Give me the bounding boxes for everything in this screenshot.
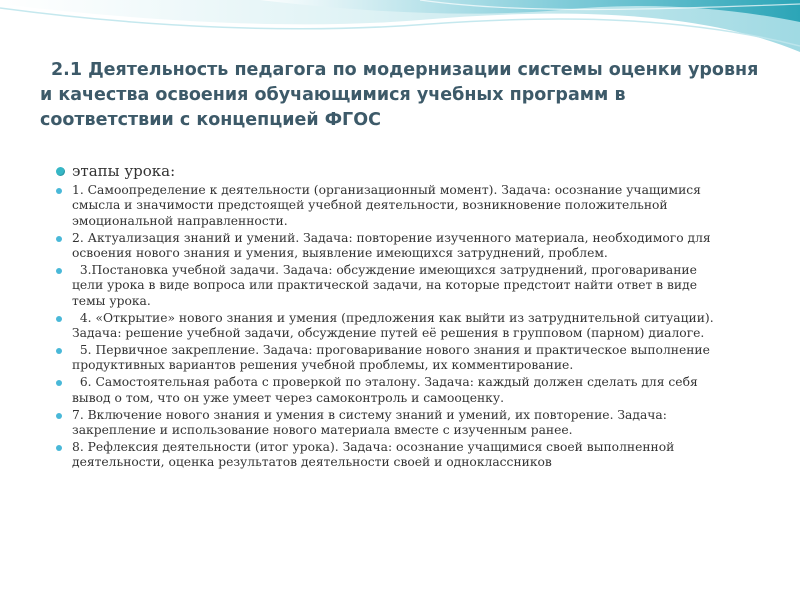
list-item-text: 4. «Открытие» нового знания и умения (предложения как выйти из затруднительной ситуации). Задача: решение учебной задачи, обсуждение путей её решения в групповом (парном) диалоге.	[72, 310, 718, 341]
list-item-text: 3.Постановка учебной задачи. Задача: обсуждение имеющихся затруднений, проговаривание цели урока в виде вопроса или практической задачи, на которые предстоит найти ответ в виде темы урока.	[72, 263, 701, 308]
list-item	[56, 183, 716, 229]
list-item	[56, 311, 716, 342]
list-item	[56, 343, 716, 374]
list-item	[56, 440, 716, 471]
list-item	[56, 375, 716, 406]
bullet-list	[56, 162, 716, 472]
list-item-text: 5. Первичное закрепление. Задача: проговаривание нового знания и практическое выполнение продуктивных вариантов решения учебной проблемы, их комментирование.	[72, 343, 714, 373]
bullet-icon	[56, 316, 62, 322]
bullet-icon	[56, 380, 62, 386]
bullet-icon	[56, 188, 62, 194]
list-item	[56, 231, 716, 262]
bullet-icon	[56, 348, 62, 354]
slide-title: 2.1 Деятельность педагога по модернизации системы оценки уровня и качества освоения обучающимися учебных программ в соответствии с концепцией ФГОС	[40, 60, 759, 130]
list-item-text: 1. Самоопределение к деятельности (организационный момент). Задача: осознание учащимися смысла и значимости предстоящей учебной деятельности, возникновение положительной эмоциональной направленности.	[72, 183, 705, 228]
bullet-icon	[56, 236, 62, 242]
list-item	[56, 263, 716, 309]
bullet-icon	[56, 445, 62, 451]
list-item	[56, 408, 716, 439]
list-heading	[56, 162, 716, 181]
bullet-icon	[56, 167, 65, 176]
list-item-text: 8. Рефлексия деятельности (итог урока). Задача: осознание учащимися своей выполненной деятельности, оценка результатов деятельности своей и одноклассников	[72, 440, 679, 470]
list-heading-text: этапы урока:	[72, 162, 176, 180]
list-item-text: 6. Самостоятельная работа с проверкой по эталону. Задача: каждый должен сделать для себя вывод о том, что он уже умеет через самоконтроль и самооценку.	[72, 375, 702, 405]
list-item-text: 2. Актуализация знаний и умений. Задача: повторение изученного материала, необходимого для освоения нового знания и умения, выявление имеющихся затруднений, проблем.	[72, 230, 715, 261]
bullet-icon	[56, 268, 62, 274]
bullet-icon	[56, 413, 62, 419]
list-item-text: 7. Включение нового знания и умения в систему знаний и умений, их повторение. Задача: закрепление и использование нового материала вместе с изученным ранее.	[72, 407, 671, 438]
